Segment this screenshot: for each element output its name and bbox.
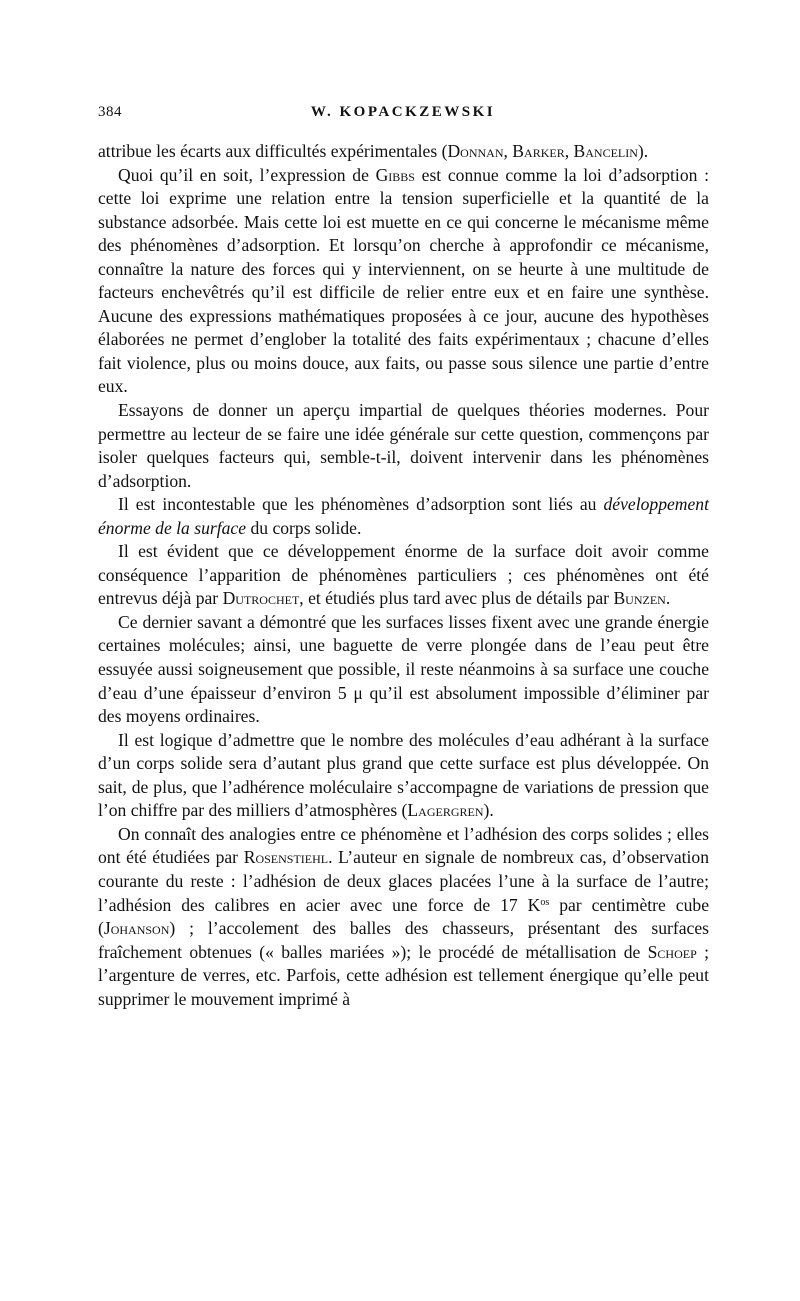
page-header — [98, 104, 708, 128]
author-name: Gibbs — [375, 164, 415, 185]
paragraph-6: Ce dernier savant a démontré que les surfaces lisses fixent avec une grande énergie certaines molécules; ainsi, une baguette de verre plongée dans de l’eau peut être essuyée aussi soigneusement que possible, il reste néanmoins à sa surface une couche d’eau d’une épaisseur d’environ 5 μ qu’il est absolument impossible d’éliminer par des moyens ordinaires. — [98, 611, 709, 727]
paragraph-7: Il est logique d’admettre que le nombre des molécules d’eau adhérant à la surface d’un corps solide sera d’autant plus grand que cette surface est plus développée. On sait, de plus, que l’adhérence moléculaire s’accompagne de variations de pression que l’on chiffre par des milliers d’atmosphères (Lagergren). — [98, 729, 709, 821]
author-name: Dutrochet — [222, 588, 300, 609]
author-name: Lagergren — [407, 800, 484, 821]
paragraph-3: Essayons de donner un aperçu impartial de quelques théories modernes. Pour permettre au lecteur de se faire une idée générale sur cette question, commençons par isoler quelques facteurs qui, semble-t-il, doivent intervenir dans les phénomènes d’adsorption. — [98, 400, 709, 491]
author-name: Schoep — [647, 941, 697, 962]
author-name: Rosenstiehl — [243, 847, 329, 868]
emphasis-text: développement énorme de la surface — [98, 494, 709, 538]
author-name: Johanson — [103, 918, 170, 939]
paragraph-4: Il est incontestable que les phénomènes d’adsorption sont liés au développement énorme de la surface du corps solide. — [98, 494, 709, 538]
page-number: 384 — [98, 104, 122, 120]
author-name: Barker — [512, 141, 565, 161]
author-name: Donnan — [447, 141, 504, 161]
running-head: W. KOPACKZEWSKI — [310, 104, 496, 120]
body-text — [98, 140, 709, 1011]
paragraph-8: On connaît des analogies entre ce phénomène et l’adhésion des corps solides ; elles ont été étudiées par Rosenstiehl. L’auteur en signale de nombreux cas, d’observation courante du reste : l’adhésion de deux glaces placées l’une à la surface de l’autre; l’adhésion des calibres en acier avec une force de 17 $K^{os}$ par centimètre cube (Johanson) ; l’accolement des balles des chasseurs, présentant des surfaces fraîchement obtenues (« balles mariées »); le procédé de métallisation de Schoep ; l’argenture de verres, etc. Parfois, cette adhésion est tellement énergique qu’elle peut supprimer le mouvement imprimé à — [98, 823, 709, 1009]
unit-superscript: os — [540, 896, 550, 908]
author-name: Bunzen — [613, 588, 666, 609]
author-name: Bancelin — [573, 141, 638, 161]
paragraph-2: Quoi qu’il en soit, l’expression de Gibbs est connue comme la loi d’adsorption : cette loi exprime une relation entre la tension superficielle et la quantité de la substance adsorbée. Mais cette loi est muette en ce qui concerne le mécanisme même des phénomènes d’adsorption. Et lorsqu’on cherche à approfondir ce mécanisme, connaître la nature des forces qui y interviennent, on se heurte à une multitude de facteurs enchevêtrés qu’il est difficile de relier entre eux et en faire une synthèse. Aucune des expressions mathématiques proposées à ce jour, aucune des hypothèses élaborées ne permet d’englober la totalité des faits expérimentaux ; chacune d’elles fait violence, plus ou moins douce, aux faits, ou passe sous silence une partie d’entre eux. — [98, 164, 709, 397]
paragraph-5: Il est évident que ce développement énorme de la surface doit avoir comme conséquence l’apparition de phénomènes particuliers ; ces phénomènes ont été entrevus déjà par Dutrochet, et étudiés plus tard avec plus de détails par Bunzen. — [98, 541, 709, 609]
paragraph-1: attribue les écarts aux difficultés expérimentales (Donnan, Barker, Bancelin). — [98, 141, 649, 161]
